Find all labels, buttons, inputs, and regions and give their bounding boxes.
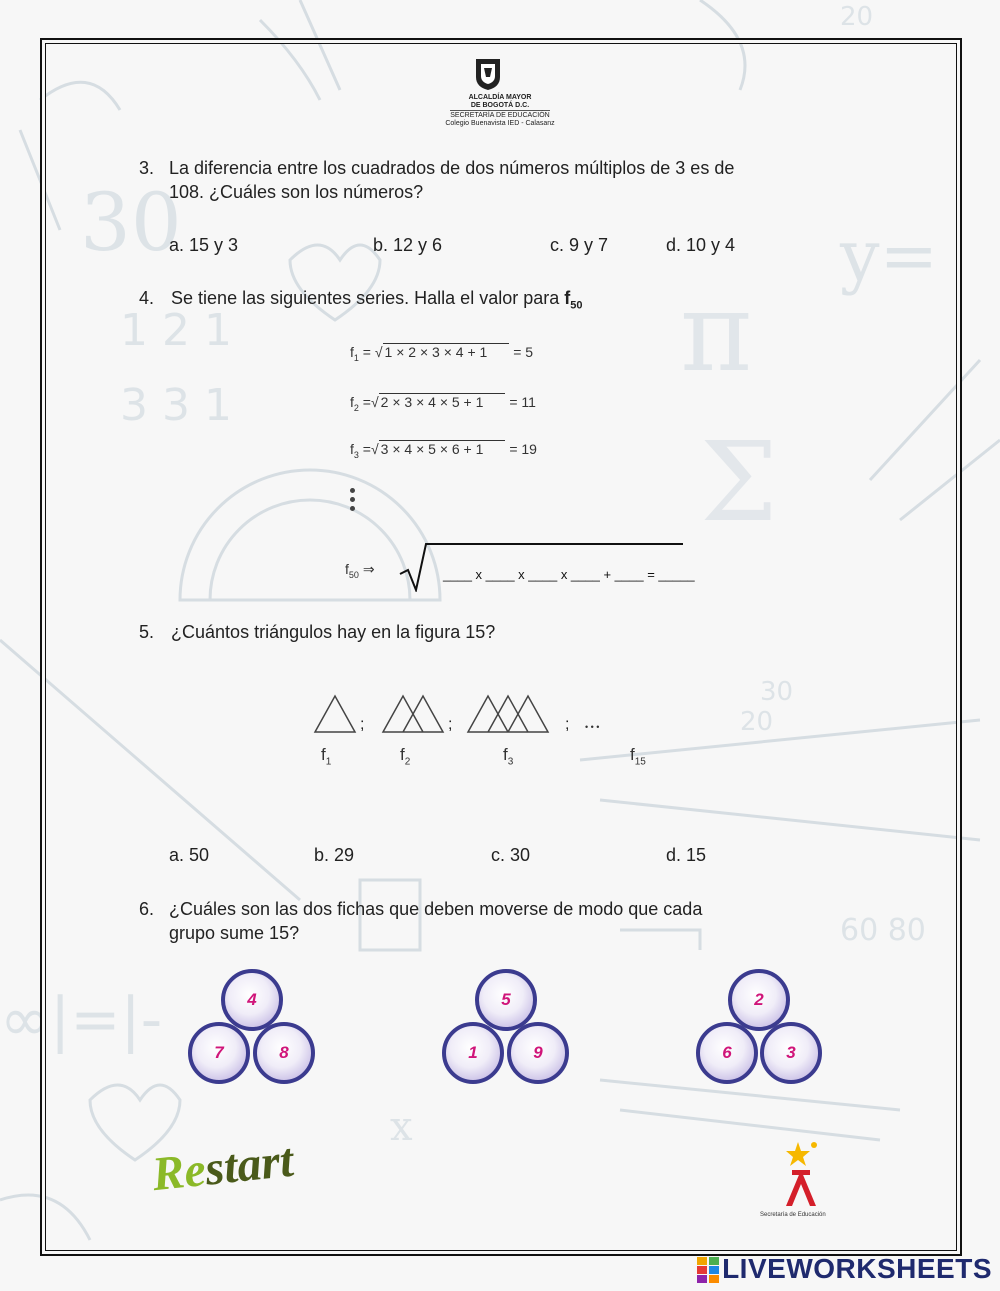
svg-text:20: 20 bbox=[840, 2, 874, 32]
question-5 bbox=[139, 620, 859, 644]
svg-text:π: π bbox=[680, 268, 753, 396]
series-row-3: $f_3$ =√ 3 × 4 × 5 × 6 + 1 = 19 bbox=[350, 441, 537, 460]
header-line-3: SECRETARÍA DE EDUCACIÓN bbox=[450, 112, 550, 119]
question-5-number: 5. bbox=[139, 622, 155, 642]
liveworksheets-brand[interactable]: LIVEWORKSHEETS bbox=[722, 1253, 992, 1284]
series-row-1: $f_1$ = √ 1 × 2 × 3 × 4 + 1 = 5 bbox=[350, 344, 534, 363]
crest-icon bbox=[473, 57, 503, 91]
svg-text:1 2 1: 1 2 1 bbox=[120, 305, 232, 356]
radical-sign bbox=[398, 540, 688, 592]
question-4 bbox=[139, 286, 859, 318]
q3-option-c: c. 9 y 7 bbox=[550, 235, 609, 255]
question-3-text-line1: La diferencia entre los cuadrados de dos números múltiplos de 3 es de bbox=[169, 158, 735, 178]
header-line-4: Colegio Buenavista IED - Calasanz bbox=[445, 120, 555, 127]
separator-3: ; bbox=[565, 716, 570, 733]
triangle-figure-3 bbox=[468, 696, 548, 732]
separator-2: ; bbox=[448, 716, 453, 733]
question-3 bbox=[139, 156, 859, 204]
figure-ellipsis: • • • bbox=[585, 722, 600, 732]
school-header bbox=[380, 94, 620, 128]
coin-group2-top[interactable]: 5 bbox=[475, 969, 537, 1031]
q5-option-b: b. 29 bbox=[314, 845, 355, 865]
triangle-figure-1 bbox=[315, 696, 355, 732]
q5-option-d: d. 15 bbox=[666, 845, 707, 865]
question-5-text: ¿Cuántos triángulos hay en la figura 15? bbox=[171, 622, 496, 642]
q5-option-a: a. 50 bbox=[169, 845, 210, 865]
svg-text:y=: y= bbox=[840, 215, 939, 297]
figure-label-15: $f_{15}$ bbox=[630, 745, 646, 768]
svg-text:30: 30 bbox=[760, 677, 794, 707]
svg-text:3 3 1: 3 3 1 bbox=[120, 380, 232, 431]
secretaria-logo-label: Secretaría de Educación bbox=[760, 1212, 826, 1218]
svg-text:60 80: 60 80 bbox=[840, 913, 926, 948]
answer-blanks[interactable]: ____ x ____ x ____ x ____ + ____ = _____ bbox=[443, 567, 695, 582]
page-frame bbox=[40, 38, 962, 1256]
liveworksheets-logo-icon bbox=[697, 1257, 719, 1283]
series-final-label: $f_{50}$ ⇒ bbox=[345, 561, 375, 580]
question-3-text-line2: 108. ¿Cuáles son los números? bbox=[169, 182, 424, 202]
q3-option-d: d. 10 y 4 bbox=[666, 235, 736, 255]
coin-group1-left[interactable]: 7 bbox=[188, 1022, 250, 1084]
q3-option-a: a. 15 y 3 bbox=[169, 235, 239, 255]
header-line-2: DE BOGOTÁ D.C. bbox=[470, 102, 530, 109]
svg-text:∞|=|-: ∞|=|- bbox=[0, 985, 163, 1055]
coin-group2-right[interactable]: 9 bbox=[507, 1022, 569, 1084]
svg-text:30: 30 bbox=[80, 176, 182, 269]
svg-text:Σ: Σ bbox=[700, 418, 778, 546]
coin-group1-top[interactable]: 4 bbox=[221, 969, 283, 1031]
svg-text:x: x bbox=[390, 1104, 413, 1150]
restart-logo: Restart bbox=[149, 1133, 296, 1202]
q3-option-b: b. 12 y 6 bbox=[373, 235, 443, 255]
question-6 bbox=[139, 897, 859, 945]
question-4-text: Se tiene las siguientes series. Halla el valor para bbox=[171, 288, 565, 308]
coin-group2-left[interactable]: 1 bbox=[442, 1022, 504, 1084]
series-continuation-dots bbox=[350, 484, 362, 515]
triangle-figure-2 bbox=[383, 696, 443, 732]
coin-group1-right[interactable]: 8 bbox=[253, 1022, 315, 1084]
coin-group3-top[interactable]: 2 bbox=[728, 969, 790, 1031]
question-6-text-line1: ¿Cuáles son las dos fichas que deben moverse de modo que cada bbox=[169, 899, 703, 919]
coin-group3-right[interactable]: 3 bbox=[760, 1022, 822, 1084]
question-4-number: 4. bbox=[139, 288, 155, 308]
header-line-1: ALCALDÍA MAYOR bbox=[468, 94, 532, 101]
figure-label-1: $f_1$ bbox=[321, 745, 332, 768]
figure-label-2: $f_2$ bbox=[400, 745, 411, 768]
question-3-number: 3. bbox=[139, 158, 155, 178]
coin-group3-left[interactable]: 6 bbox=[696, 1022, 758, 1084]
question-6-text-line2: grupo sume 15? bbox=[169, 923, 300, 943]
series-row-2: $f_2$ =√ 2 × 3 × 4 × 5 + 1 = 11 bbox=[350, 394, 536, 413]
secretaria-logo-icon bbox=[776, 1140, 826, 1210]
separator-1: ; bbox=[360, 716, 365, 733]
triangle-figures bbox=[305, 688, 605, 738]
question-6-number: 6. bbox=[139, 899, 155, 919]
q5-option-c: c. 30 bbox=[491, 845, 531, 865]
figure-label-3: $f_3$ bbox=[503, 745, 514, 768]
question-4-target: $f_{50}$ bbox=[564, 288, 583, 312]
svg-text:20: 20 bbox=[740, 707, 774, 737]
